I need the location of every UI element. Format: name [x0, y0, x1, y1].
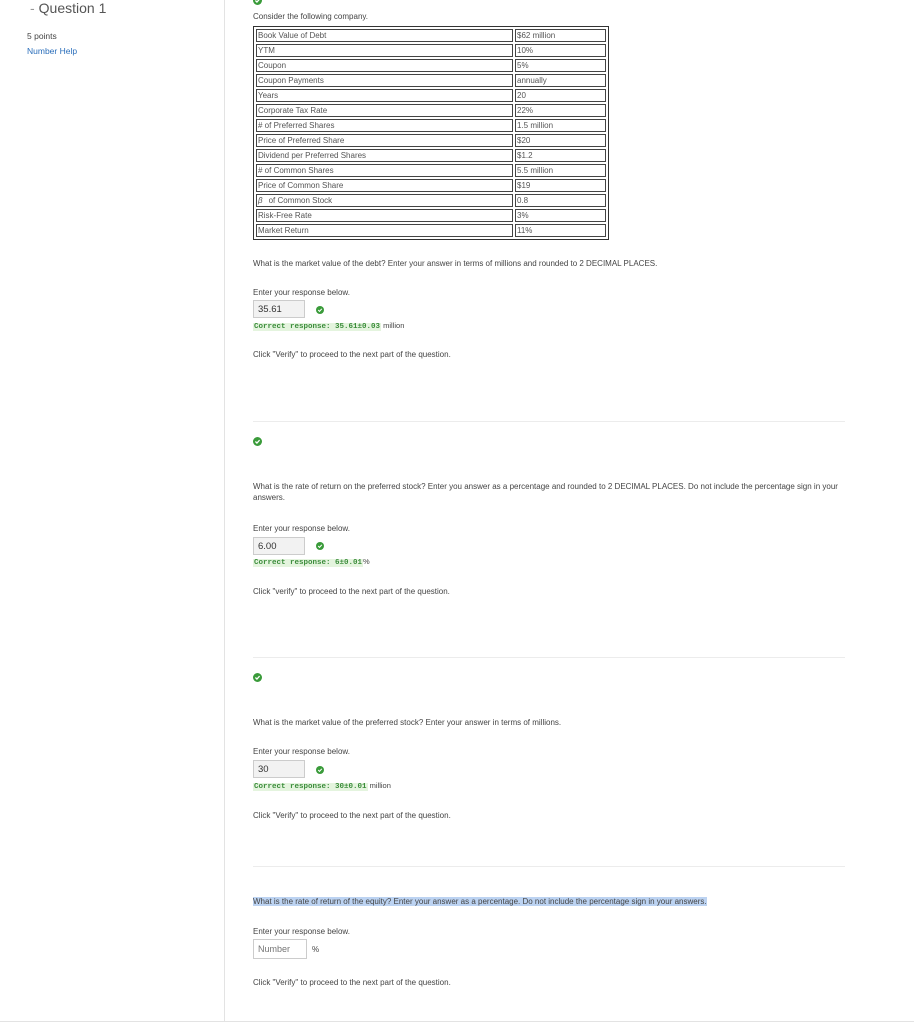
part-divider — [253, 866, 845, 867]
response-field-2[interactable]: 6.00 — [253, 537, 305, 555]
collapse-dash-icon[interactable]: - — [30, 0, 35, 16]
table-key-cell — [256, 104, 513, 117]
table-key-text: Dividend per Preferred Shares — [258, 151, 367, 160]
question-part-3: What is the market value of the preferred stock? Enter your answer in terms of millions. — [253, 718, 562, 727]
part-divider — [253, 421, 845, 422]
table-key-cell — [256, 29, 513, 42]
table-row — [256, 224, 606, 237]
correct-response-text: Correct response: 6±0.01 — [254, 559, 363, 567]
table-value-cell: annually — [515, 74, 606, 87]
response-field-3[interactable]: 30 — [253, 760, 305, 778]
table-value-cell: $19 — [515, 179, 606, 192]
table-value-cell: 22% — [515, 104, 606, 117]
table-value-cell: 11% — [515, 224, 606, 237]
table-key-text: Corporate Tax Rate — [258, 106, 328, 115]
question-title[interactable] — [30, 0, 106, 16]
table-value-cell: 20 — [515, 89, 606, 102]
table-key-text: # of Common Shares — [258, 166, 334, 175]
table-value-cell: 5.5 million — [515, 164, 606, 177]
table-value-cell: $20 — [515, 134, 606, 147]
company-data-table — [253, 26, 609, 240]
table-row — [256, 74, 606, 87]
table-key-text: Price of Preferred Share — [258, 136, 345, 145]
table-row — [256, 104, 606, 117]
check-circle-icon — [316, 542, 324, 550]
table-key-cell — [256, 74, 513, 87]
table-row — [256, 164, 606, 177]
table-key-cell — [256, 134, 513, 147]
table-row — [256, 179, 606, 192]
check-circle-icon — [253, 437, 262, 446]
verify-instruction: Click "verify" to proceed to the next part of the question. — [253, 587, 450, 596]
correct-response-text: Correct response: 30±0.01 — [254, 783, 367, 791]
number-help-link[interactable]: Number Help — [27, 46, 78, 56]
sidebar — [0, 0, 225, 1021]
intro-text: Consider the following company. — [253, 12, 369, 21]
table-row — [256, 149, 606, 162]
table-key-text: Coupon — [258, 61, 287, 70]
check-circle-icon — [316, 306, 324, 314]
correct-response-3 — [253, 781, 391, 791]
table-row — [256, 119, 606, 132]
correct-response-1 — [253, 321, 404, 331]
table-row — [256, 209, 606, 222]
question-part-1: What is the market value of the debt? Enter your answer in terms of millions and rounded to 2 DECIMAL PLACES. — [253, 259, 658, 268]
verify-instruction: Click "Verify" to proceed to the next part of the question. — [253, 811, 451, 820]
table-key-cell — [256, 224, 513, 237]
table-value-cell: 0.8 — [515, 194, 606, 207]
unit-label: % — [363, 557, 370, 566]
table-key-cell — [256, 179, 513, 192]
correct-response-2 — [253, 557, 370, 567]
table-row — [256, 29, 606, 42]
table-key-text: Market Return — [258, 226, 309, 235]
response-field-1[interactable]: 35.61 — [253, 300, 305, 318]
verify-instruction: Click "Verify" to proceed to the next part of the question. — [253, 978, 451, 987]
table-value-cell: 1.5 million — [515, 119, 606, 132]
table-row — [256, 134, 606, 147]
enter-response-label: Enter your response below. — [253, 288, 350, 297]
table-key-cell — [256, 89, 513, 102]
enter-response-label: Enter your response below. — [253, 747, 350, 756]
table-key-text: Price of Common Share — [258, 181, 344, 190]
table-key-cell — [256, 44, 513, 57]
question-part-4 — [253, 896, 707, 907]
unit-label: million — [383, 321, 405, 330]
check-circle-icon — [253, 673, 262, 682]
table-key-cell — [256, 149, 513, 162]
part-divider — [253, 657, 845, 658]
bottom-divider — [0, 1021, 914, 1022]
table-value-cell: 10% — [515, 44, 606, 57]
correct-response-text: Correct response: 35.61±0.03 — [254, 323, 381, 331]
beta-symbol: β — [258, 196, 263, 205]
table-key-cell — [256, 164, 513, 177]
table-key-text: Coupon Payments — [258, 76, 324, 85]
unit-label: million — [369, 781, 391, 790]
question-title-text: Question 1 — [38, 0, 107, 16]
table-row — [256, 194, 606, 207]
enter-response-label: Enter your response below. — [253, 927, 350, 936]
enter-response-label: Enter your response below. — [253, 524, 350, 533]
table-key-cell — [256, 194, 513, 207]
table-row — [256, 89, 606, 102]
table-key-cell — [256, 119, 513, 132]
table-key-cell — [256, 59, 513, 72]
percent-unit-label: % — [312, 945, 320, 954]
response-input-4[interactable] — [253, 939, 307, 959]
table-key-cell — [256, 209, 513, 222]
check-circle-icon — [253, 0, 262, 5]
table-key-text: of Common Stock — [268, 196, 333, 205]
table-value-cell: 5% — [515, 59, 606, 72]
question-part-2: What is the rate of return on the preferred stock? Enter you answer as a percentage and rounded to 2 DECIMAL PLACES. Do not include the percentage sign in your answers. — [253, 482, 838, 502]
table-value-cell: $1.2 — [515, 149, 606, 162]
table-row — [256, 44, 606, 57]
table-key-text: YTM — [258, 46, 275, 55]
table-row — [256, 59, 606, 72]
check-circle-icon — [316, 766, 324, 774]
table-key-text: # of Preferred Shares — [258, 121, 335, 130]
table-value-cell: $62 million — [515, 29, 606, 42]
points-label: 5 points — [27, 31, 57, 41]
selected-question-text: What is the rate of return of the equity? Enter your answer as a percentage. Do not include the percentage sign in your answers. — [253, 897, 707, 906]
table-value-cell: 3% — [515, 209, 606, 222]
table-key-text: Book Value of Debt — [258, 31, 327, 40]
table-key-text: Risk-Free Rate — [258, 211, 312, 220]
table-key-text: Years — [258, 91, 279, 100]
verify-instruction: Click "Verify" to proceed to the next part of the question. — [253, 350, 451, 359]
